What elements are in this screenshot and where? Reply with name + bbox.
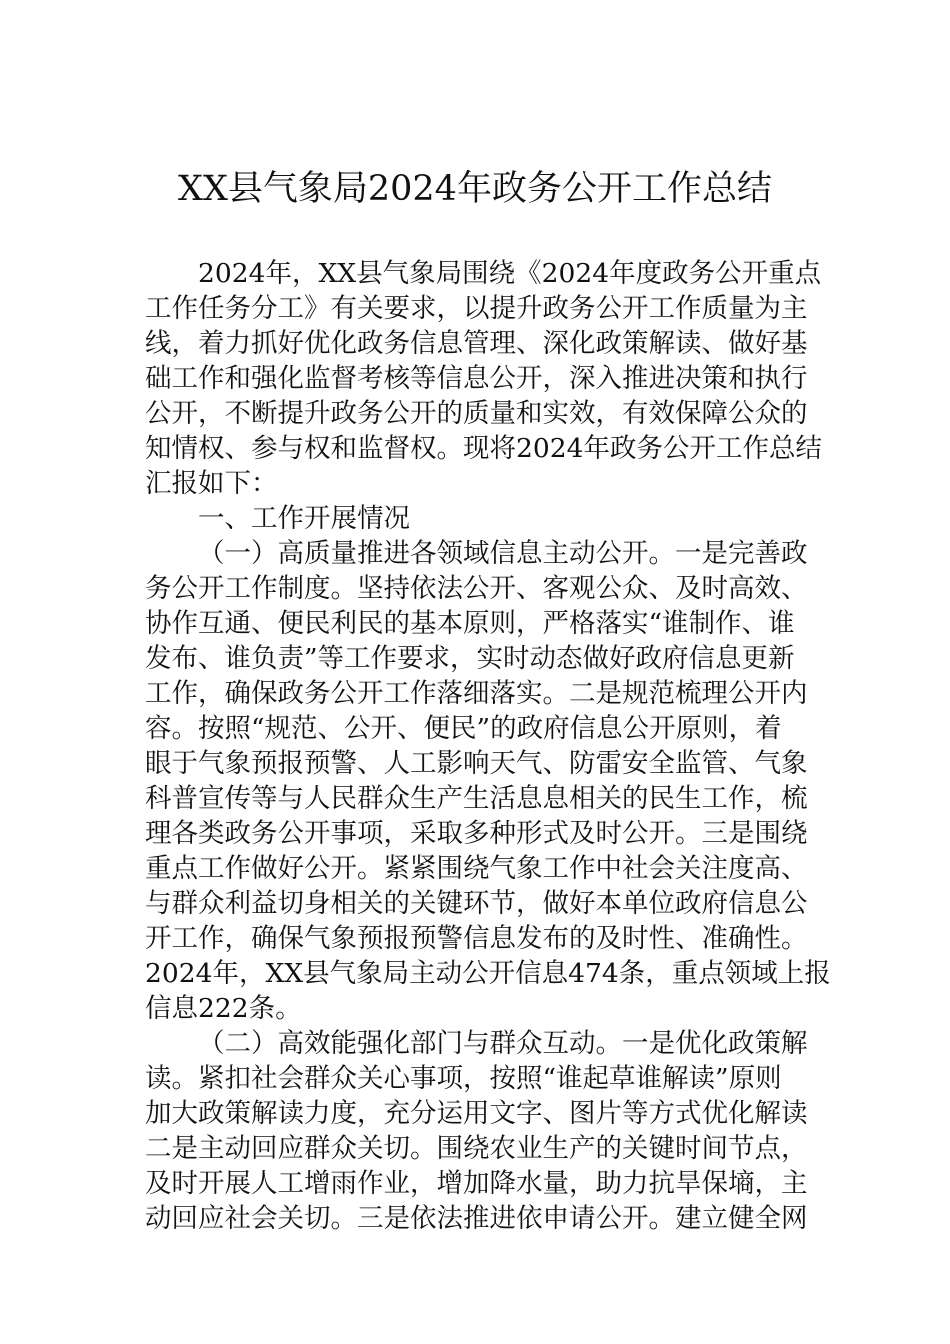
paragraph-line: 眼于气象预报预警、人工影响天气、防雷安全监管、气象: [145, 748, 808, 779]
paragraph-line: 础工作和强化监督考核等信息公开，深入推进决策和执行: [145, 363, 808, 394]
paragraph-line: 2024年，XX县气象局主动公开信息474条，重点领域上报: [145, 958, 831, 989]
paragraph-line: 公开，不断提升政务公开的质量和实效，有效保障公众的: [145, 398, 808, 429]
paragraph-line: 务公开工作制度。坚持依法公开、客观公众、及时高效、: [145, 573, 808, 604]
paragraph-line: 工作任务分工》有关要求，以提升政务公开工作质量为主: [145, 293, 808, 324]
paragraph-line: 容。按照“规范、公开、便民”的政府信息公开原则，着: [145, 713, 782, 744]
paragraph-line: 开工作，确保气象预报预警信息发布的及时性、准确性。: [145, 923, 808, 954]
paragraph-line: 与群众利益切身相关的关键环节，做好本单位政府信息公: [145, 888, 808, 919]
paragraph-line: 线，着力抓好优化政务信息管理、深化政策解读、做好基: [145, 328, 808, 359]
document-title: XX县气象局2024年政务公开工作总结: [178, 169, 772, 209]
paragraph-line: 协作互通、便民利民的基本原则，严格落实“谁制作、谁: [145, 608, 795, 639]
paragraph-line: 动回应社会关切。三是依法推进依申请公开。建立健全网: [145, 1203, 808, 1234]
paragraph-line: 及时开展人工增雨作业，增加降水量，助力抗旱保墒，主: [145, 1168, 808, 1199]
paragraph-line: 信息222条。: [145, 993, 302, 1024]
paragraph-line: 科普宣传等与人民群众生产生活息息相关的民生工作，梳: [145, 783, 808, 814]
paragraph-line: 重点工作做好公开。紧紧围绕气象工作中社会关注度高、: [145, 853, 808, 884]
paragraph-line: 读。紧扣社会群众关心事项，按照“谁起草谁解读”原则: [145, 1063, 782, 1094]
paragraph-line: 发布、谁负责”等工作要求，实时动态做好政府信息更新: [145, 643, 795, 674]
paragraph-line: 汇报如下：: [145, 468, 278, 499]
paragraph-line: 加大政策解读力度，充分运用文字、图片等方式优化解读: [145, 1098, 808, 1129]
paragraph-line: 理各类政务公开事项，采取多种形式及时公开。三是围绕: [145, 818, 808, 849]
paragraph-line: （二）高效能强化部门与群众互动。一是优化政策解: [198, 1028, 808, 1059]
paragraph-line: 二是主动回应群众关切。围绕农业生产的关键时间节点，: [145, 1133, 808, 1164]
paragraph-line: 工作，确保政务公开工作落细落实。二是规范梳理公开内: [145, 678, 808, 709]
section-heading: 一、工作开展情况: [198, 503, 410, 534]
paragraph-line: 知情权、参与权和监督权。现将2024年政务公开工作总结: [145, 433, 822, 464]
paragraph-line: （一）高质量推进各领域信息主动公开。一是完善政: [198, 538, 808, 569]
paragraph-line: 2024年，XX县气象局围绕《2024年度政务公开重点: [198, 258, 822, 289]
